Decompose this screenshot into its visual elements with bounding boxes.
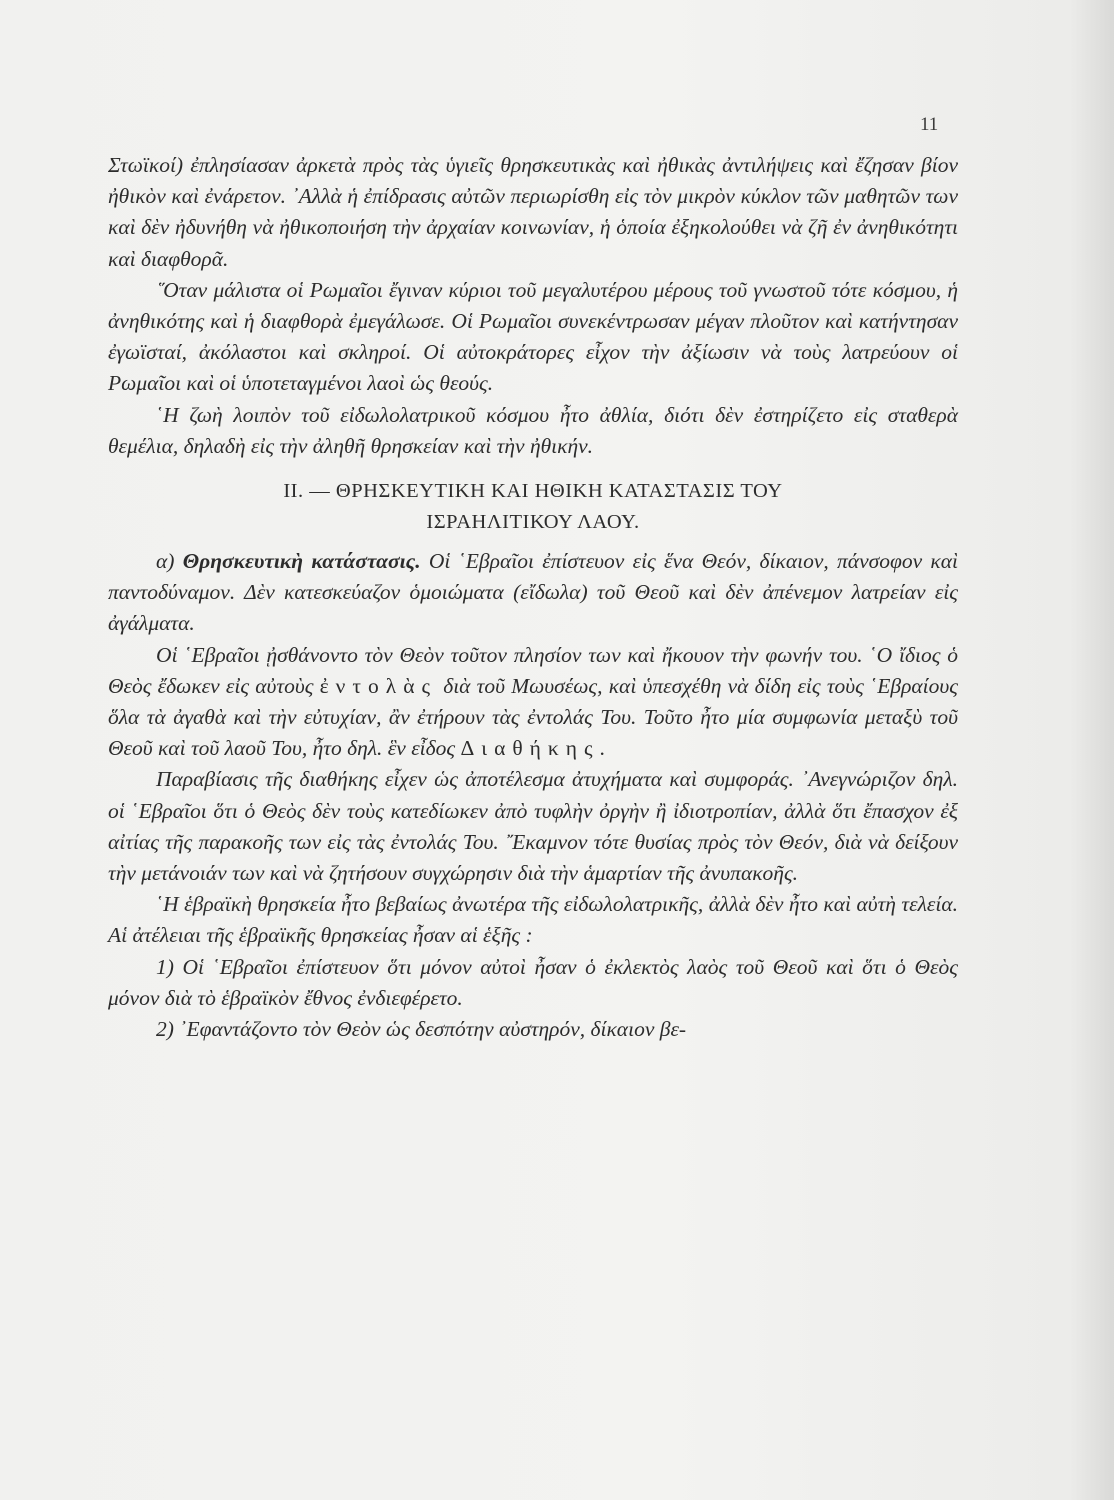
paragraph-stoics: Στωϊκοί) ἐπλησίασαν ἀρκετὰ πρὸς τὰς ὑγιεῖς θρησκευτικὰς καὶ ἠθικὰς ἀντιλήψεις καὶ ἔζησαν βίον ἠθικὸν καὶ ἐνάρετον. ᾿Αλλὰ ἡ ἐπίδρασις αὐτῶν περιωρίσθη εἰς τὸν μικρὸν κύκλον τῶν μαθητῶν των καὶ δὲν ἠδυνήθη νὰ ἠθικοποιήση τὴν ἀρχαίαν κοινωνίαν, ἡ ὁποία ἐξηκολούθει νὰ ζῆ ἐν ἀνηθικότητι καὶ διαφθορᾶ. xyxy=(108,153,958,271)
body-text xyxy=(108,150,958,1045)
covenant-text-mid: διὰ τοῦ Μωυσέως, καὶ ὑπεσχέθη νὰ δίδη εἰς τοὺς ῾Εβραίους ὅλα τὰ ἀγαθὰ καὶ τὴν εὐτυχίαν, ἂν ἐτήρουν τὰς ἐντολάς Του. Τοῦτο ἦτο μία συμφωνία μεταξὺ τοῦ Θεοῦ καὶ τοῦ λαοῦ Του, ἦτο δηλ. ἓν εἶδος xyxy=(108,673,958,761)
page-number: 11 xyxy=(920,114,939,135)
covenant-text-start: Οἱ ῾Εβραῖοι ᾐσθάνοντο τὸν Θεὸν τοῦτον πλησίον των καὶ ἤκουον τὴν φωνήν του. ῾Ο ἴδιος ὁ Θεὸς ἔδωκεν εἰς αὐτοὺς xyxy=(108,642,958,698)
subsection-label: α) xyxy=(156,549,175,574)
section-heading-line1: II. — ΘΡΗΣΚΕΥΤΙΚΗ ΚΑΙ ΗΘΙΚΗ ΚΑΤΑΣΤΑΣΙΣ ΤΟΥ xyxy=(283,480,783,503)
list-item-1: 1) Οἱ ῾Εβραῖοι ἐπίστευον ὅτι μόνον αὐτοὶ ἦσαν ὁ ἐκλεκτὸς λαὸς τοῦ Θεοῦ καὶ ὅτι ὁ Θεὸς μόνον διὰ τὸ ἑβραϊκὸν ἔθνος ἐνδιεφέρετο. xyxy=(108,954,958,1010)
paragraph-transgression: Παραβίασις τῆς διαθήκης εἶχεν ὡς ἀποτέλεσμα ἀτυχήματα καὶ συμφοράς. ᾿Ανεγνώριζον δηλ. οἱ ῾Εβραῖοι ὅτι ὁ Θεὸς δὲν τοὺς κατεδίωκεν ἀπὸ τυφλὴν ὀργὴν ἢ ἰδιοτροπίαν, ἀλλὰ ὅτι ἔπασχον ἐξ αἰτίας τῆς παρακοῆς των εἰς τὰς ἐντολάς Του. ῎Εκαμνον τότε θυσίας πρὸς τὸν Θεόν, διὰ νὰ δείξουν τὴν μετάνοιάν των καὶ νὰ ζητήσουν συγχώρησιν διὰ τὴν ἁμαρτίαν τῆς ἀνυπακοῆς. xyxy=(108,767,958,886)
paragraph-imperfections: ῾Η ἑβραϊκὴ θρησκεία ἦτο βεβαίως ἀνωτέρα τῆς εἰδωλολατρικῆς, ἀλλὰ δὲν ἦτο καὶ αὐτὴ τελεία. Αἱ ἀτέλειαι τῆς ἑβραϊκῆς θρησκείας ἦσαν αἱ ἑξῆς : xyxy=(108,892,958,948)
section-heading-line2: ΙΣΡΑΗΛΙΤΙΚΟΥ ΛΑΟΥ. xyxy=(426,511,640,534)
paragraph-covenant xyxy=(108,640,958,765)
spaced-word-entoles: ἐντολὰς xyxy=(319,673,437,698)
subsection-a-paragraph xyxy=(108,546,958,640)
subsection-a-text: Οἱ ῾Εβραῖοι ἐπίστευον εἰς ἕνα Θεόν, δίκαιον, πάνσοφον καὶ παντοδύναμον. Δὲν κατεσκεύαζον ὁμοιώματα (εἴδωλα) τοῦ Θεοῦ καὶ δὲν ἀπένεμον λατρείαν εἰς ἀγάλματα. xyxy=(108,549,959,636)
paragraph-romans: ῞Οταν μάλιστα οἱ Ρωμαῖοι ἔγιναν κύριοι τοῦ μεγαλυτέρου μέρους τοῦ γνωστοῦ τότε κόσμου, ἡ ἀνηθικότης καὶ ἡ διαφθορὰ ἐμεγάλωσε. Οἱ Ρωμαῖοι συνεκέντρωσαν μέγαν πλοῦτον καὶ κατήντησαν ἐγωϊσταί, ἀκόλαστοι καὶ σκληροί. Οἱ αὐτοκράτορες εἶχον τὴν ἀξίωσιν νὰ τοὺς λατρεύουν οἱ Ρωμαῖοι καὶ οἱ ὑποτεταγμένοι λαοὶ ὡς θεούς. xyxy=(108,277,958,396)
paragraph-idolatrous-life: ῾Η ζωὴ λοιπὸν τοῦ εἰδωλολατρικοῦ κόσμου ἦτο ἀθλία, διότι δὲν ἐστηρίζετο εἰς σταθερὰ θεμέλια, δηλαδὴ εἰς τὴν ἀληθῆ θρησκείαν καὶ τὴν ἠθικήν. xyxy=(108,402,958,458)
list-item-2: 2) ᾿Εφαντάζοντο τὸν Θεὸν ὡς δεσπότην αὐστηρόν, δίκαιον βε- xyxy=(156,1017,687,1042)
section-heading xyxy=(108,476,958,538)
spaced-word-diathikis: Διαθήκης. xyxy=(460,736,612,761)
subsection-title: Θρησκευτικὴ κατάστασις. xyxy=(182,549,421,574)
